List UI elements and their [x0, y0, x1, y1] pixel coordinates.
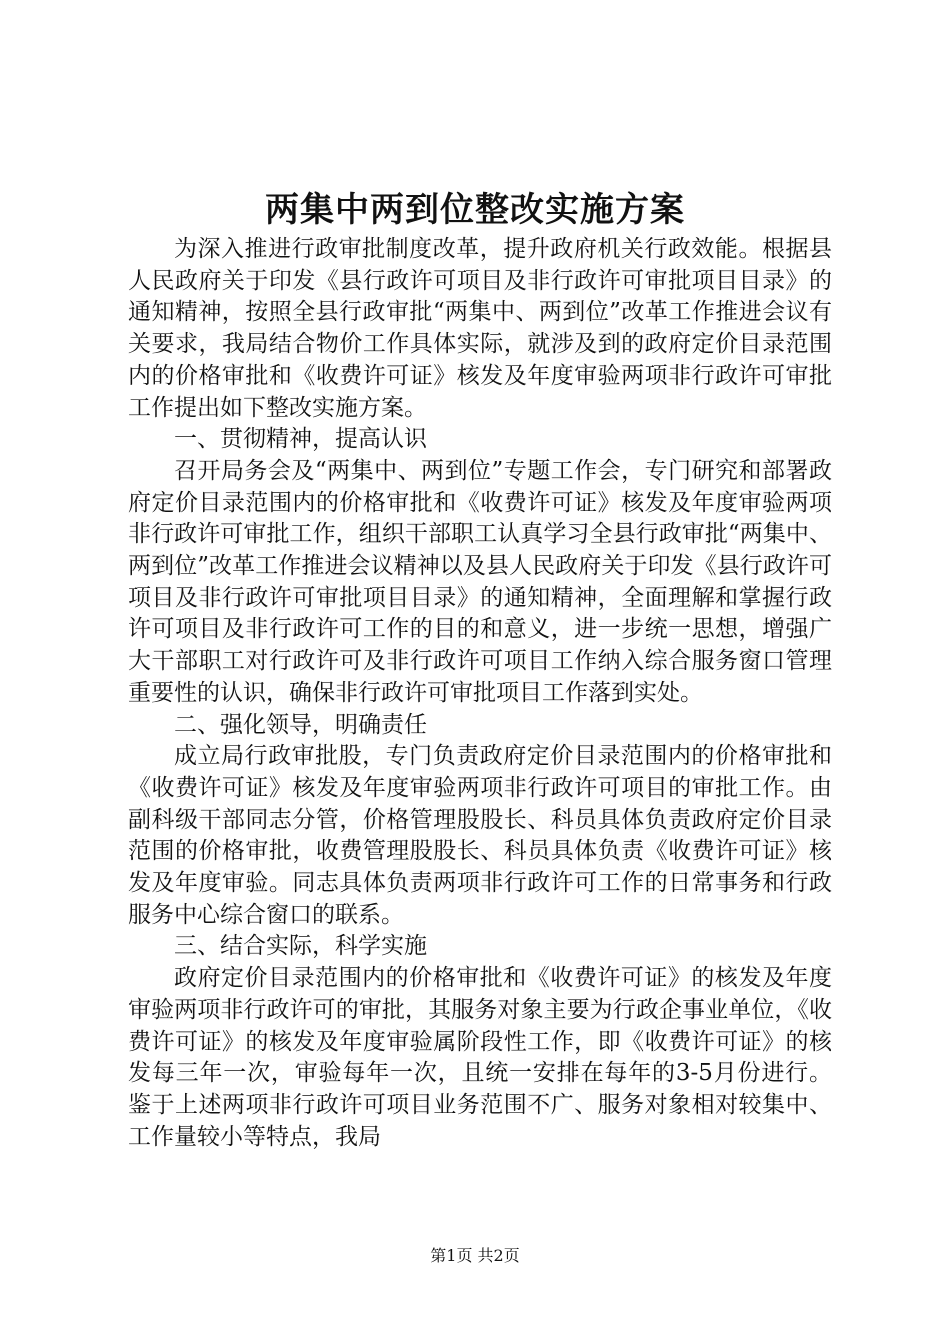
document-title: 两集中两到位整改实施方案	[265, 190, 685, 230]
paragraph-intro: 为深入推进行政审批制度改革，提升政府机关行政效能。根据县人民政府关于印发《县行政许可项目及非行政许可审批项目目录》的通知精神，按照全县行政审批“两集中、两到位”改革工作推进会议有关要求，我局结合物价工作具体实际，就涉及到的政府定价目录范围内的价格审批和《收费许可证》核发及年度审验两项非行政许可审批工作提出如下整改实施方案。	[128, 236, 832, 421]
document-body	[128, 234, 832, 1153]
section-heading-1: 一、贯彻精神，提高认识	[174, 426, 427, 453]
section-heading-3: 三、结合实际，科学实施	[174, 933, 427, 960]
paragraph-section-3: 政府定价目录范围内的价格审批和《收费许可证》的核发及年度审验两项非行政许可的审批，其服务对象主要为行政企事业单位，《收费许可证》的核发及年度审验属阶段性工作，即《收费许可证》的核发每三年一次，审验每年一次，且统一安排在每年的3-5月份进行。鉴于上述两项非行政许可项目业务范围不广、服务对象相对较集中、工作量较小等特点，我局	[128, 965, 832, 1150]
paragraph-section-2: 成立局行政审批股，专门负责政府定价目录范围内的价格审批和《收费许可证》核发及年度审验两项非行政许可项目的审批工作。由副科级干部同志分管，价格管理股股长、科员具体负责政府定价目录范围的价格审批，收费管理股股长、科员具体负责《收费许可证》核发及年度审验。同志具体负责两项非行政许可工作的日常事务和行政服务中心综合窗口的联系。	[128, 743, 832, 928]
section-heading-2: 二、强化领导，明确责任	[174, 711, 427, 738]
page-number-footer: 第1页 共2页	[430, 1246, 520, 1265]
paragraph-section-1: 召开局务会及“两集中、两到位”专题工作会，专门研究和部署政府定价目录范围内的价格审批和《收费许可证》核发及年度审验两项非行政许可审批工作，组织干部职工认真学习全县行政审批“两集中、两到位”改革工作推进会议精神以及县人民政府关于印发《县行政许可项目及非行政许可审批项目目录》的通知精神，全面理解和掌握行政许可项目及非行政许可工作的目的和意义，进一步统一思想，增强广大干部职工对行政许可及非行政许可项目工作纳入综合服务窗口管理重要性的认识，确保非行政许可审批项目工作落到实处。	[128, 457, 832, 706]
